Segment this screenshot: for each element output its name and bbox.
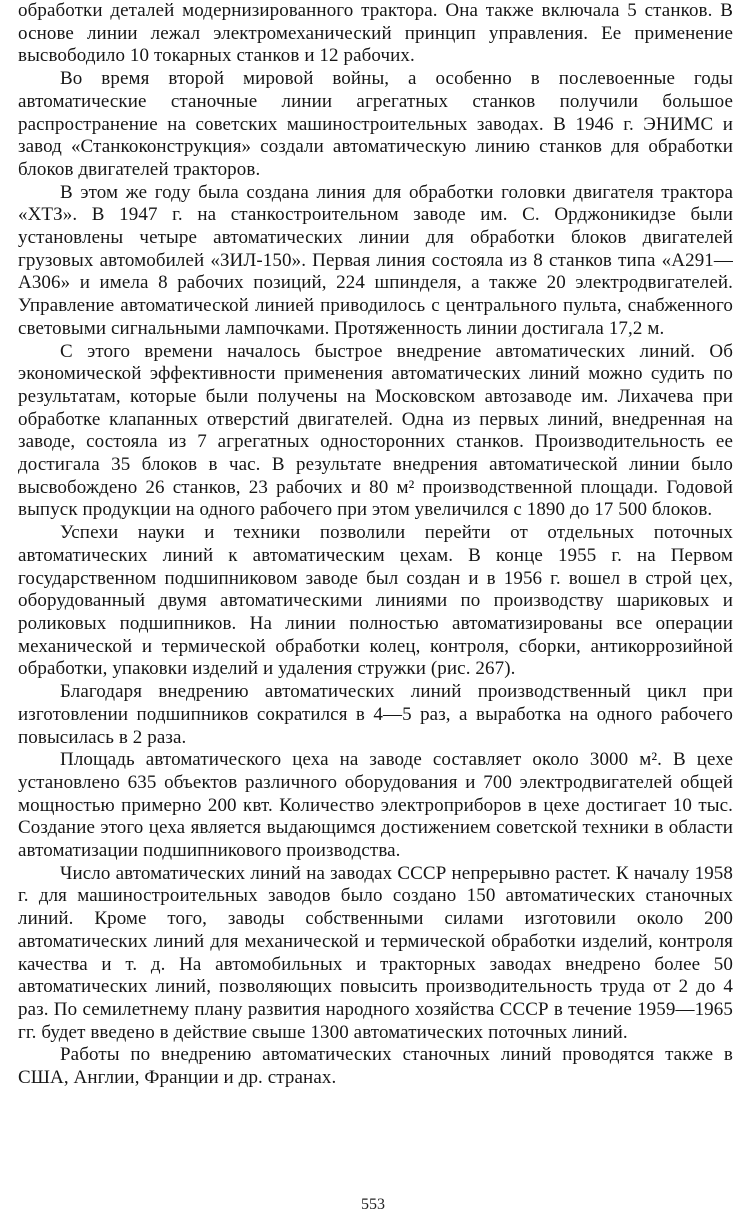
paragraph: Число автоматических линий на заводах СССР непрерывно растет. К началу 1958 г. для машиностроительных заводов было создано 150 автоматических станочных линий. Кроме того, заводы собственными силами изготовили около 200 автоматических линий для механической и термической обработки изделий, контроля качества и т. д. На автомобильных и тракторных заводах внедрено более 50 автоматических линий, позволяющих повысить производительность труда от 2 до 4 раз. По семилетнему плану развития народного хозяйства СССР в течение 1959—1965 гг. будет введено в действие свыше 1300 автоматических поточных линий.: [18, 862, 733, 1043]
page-number: 553: [361, 1196, 385, 1213]
page-body: [18, 0, 733, 1090]
paragraph-continuation: обработки деталей модернизированного трактора. Она также включала 5 станков. В основе линии лежал электромеханический принцип управления. Ее применение высвободило 10 токарных станков и 12 рабочих.: [18, 0, 733, 67]
paragraph: Во время второй мировой войны, а особенно в послевоенные годы автоматические станочные линии агрегатных станков получили большое распространение на советских машиностроительных заводах. В 1946 г. ЭНИМС и завод «Станкоконструкция» создали автоматическую линию станков для обработки блоков двигателей тракторов.: [18, 68, 733, 180]
paragraph: Работы по внедрению автоматических станочных линий проводятся также в США, Англии, Франции и др. странах.: [18, 1044, 733, 1089]
paragraph: Благодаря внедрению автоматических линий производственный цикл при изготовлении подшипников сократился в 4—5 раз, а выработка на одного рабочего повысилась в 2 раза.: [18, 681, 733, 748]
paragraph: В этом же году была создана линия для обработки головки двигателя трактора «ХТЗ». В 1947 г. на станкостроительном заводе им. С. Орджоникидзе были установлены четыре автоматических линии для обработки блоков двигателей грузовых автомобилей «ЗИЛ-150». Первая линия состояла из 8 станков типа «А291—А306» и имела 8 рабочих позиций, 224 шпинделя, а также 20 электродвигателей. Управление автоматической линией приводилось с центрального пульта, снабженного световыми сигнальными лампочками. Протяженность линии достигала 17,2 м.: [18, 181, 733, 339]
paragraph: Успехи науки и техники позволили перейти от отдельных поточных автоматических линий к автоматическим цехам. В конце 1955 г. на Первом государственном подшипниковом заводе был создан и в 1956 г. вошел в строй цех, оборудованный двумя автоматическими линиями по производству шариковых и роликовых подшипников. На линии полностью автоматизированы все операции механической и термической обработки колец, контроля, сборки, антикоррозийной обработки, упаковки изделий и удаления стружки (рис. 267).: [18, 522, 733, 680]
paragraph: С этого времени началось быстрое внедрение автоматических линий. Об экономической эффективности применения автоматических линий можно судить по результатам, которые были получены на Московском автозаводе им. Лихачева при обработке клапанных отверстий двигателей. Одна из первых линий, внедренная на заводе, состояла из 7 агрегатных односторонних станков. Производительность ее достигала 35 блоков в час. В результате внедрения автоматической линии было высвобождено 26 станков, 23 рабочих и 80 м² производственной площади. Годовой выпуск продукции на одного рабочего при этом увеличился с 1890 до 17 500 блоков.: [18, 340, 733, 521]
paragraph: Площадь автоматического цеха на заводе составляет около 3000 м². В цехе установлено 635 объектов различного оборудования и 700 электродвигателей общей мощностью примерно 200 квт. Количество электроприборов в цехе достигает 10 тыс. Создание этого цеха является выдающимся достижением советской техники в области автоматизации подшипникового производства.: [18, 749, 733, 862]
